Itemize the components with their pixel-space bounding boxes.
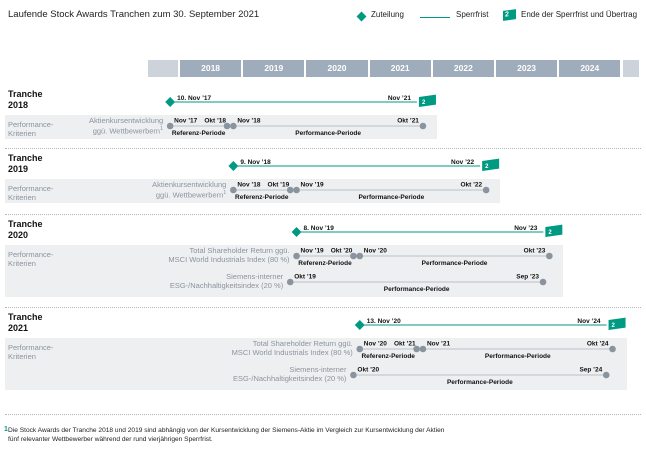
allocation-diamond-icon [355,320,365,330]
period-marker [483,187,490,194]
allocation-date: 13. Nov ’20 [366,318,401,325]
criterion-label: Total Shareholder Return ggü. MSCI World Industrials Index (80 %) [231,339,353,357]
period-date: Nov ’20 [363,340,387,348]
performance-period-label: Performance-Periode [421,260,488,267]
period-date: Okt ’19 [267,181,290,189]
year-2022: 2022 [433,60,494,77]
period-date: Okt ’20 [357,366,380,374]
period-marker [420,123,427,130]
legend-vesting: Sperrfrist [456,10,489,19]
period-marker [287,279,294,286]
period-marker [167,123,174,130]
tranche-label: Tranche 2020 [8,219,43,240]
period-date: Sep ’23 [516,273,540,281]
vesting-end-date: Nov ’23 [514,225,538,232]
period-date: Nov ’21 [426,340,451,348]
end-flag-number: 2 [611,323,615,329]
reference-period-label: Referenz-Periode [235,194,289,201]
criterion-label: Total Shareholder Return ggü. MSCI World Industrials Index (80 %) [168,246,290,264]
vesting-end-date: Nov ’24 [577,318,601,325]
year-2018: 2018 [180,60,241,77]
period-date: Okt ’22 [460,181,483,189]
period-date: Nov ’19 [300,181,324,189]
allocation-date: 10. Nov ’17 [177,95,212,102]
criterion-superscript: 1 [223,190,227,196]
period-date: Nov ’20 [363,247,387,255]
vesting-end-date: Nov ’22 [451,159,475,166]
legend-end: Ende der Sperrfrist und Übertrag [521,10,638,19]
tranche-label: Tranche 2018 [8,89,43,110]
legend-allocation: Zuteilung [371,10,404,19]
end-flag-number: 2 [548,230,552,236]
criterion-label: Aktienkursentwicklung ggü. Wettbewerbern$^1$ [152,180,227,200]
period-date: Nov ’18 [237,117,261,125]
performance-period-label: Performance-Periode [295,130,362,137]
criterion-label: Siemens-interner ESG-/Nachhaltigkeitsindex (20 %) [169,272,284,290]
period-date: Okt ’21 [393,340,416,348]
footnote-text [8,426,444,444]
period-marker [356,346,363,353]
end-flag-number: 2 [485,164,489,170]
tranche-label: Tranche 2019 [8,153,43,174]
chart-title: Laufende Stock Awards Tranchen zum 30. September 2021 [8,9,260,20]
period-marker [609,346,616,353]
reference-period-label: Referenz-Periode [298,260,352,267]
performance-criteria-label: Performance- Kriterien [8,184,54,202]
period-marker [293,187,300,194]
period-date: Nov ’19 [300,247,324,255]
year-2019: 2019 [243,60,304,77]
performance-criteria-label: Performance- Kriterien [8,250,54,268]
criterion-superscript: 1 [160,126,164,132]
period-date: Okt ’23 [523,247,546,255]
period-marker [603,372,610,379]
performance-period-label: Performance-Periode [383,286,450,293]
period-date: Nov ’18 [237,181,261,189]
reference-period-label: Referenz-Periode [361,353,415,360]
performance-criteria-label: Performance- Kriterien [8,120,54,138]
year-2024: 2024 [559,60,620,77]
allocation-diamond-icon [228,161,238,171]
end-flag-number: 2 [421,100,426,106]
allocation-diamond-icon [165,97,175,107]
performance-period-label: Performance-Periode [446,379,513,386]
period-date: Okt ’18 [204,117,227,125]
period-date: Okt ’19 [294,273,316,281]
reference-period-label: Referenz-Periode [171,130,226,137]
footnote-number: 1 [4,426,8,433]
period-marker [350,372,357,379]
period-date: Okt ’24 [586,340,609,348]
period-date: Nov ’17 [174,117,198,125]
period-marker [293,253,300,260]
performance-criteria-label: Performance- Kriterien [8,343,54,361]
period-marker [356,253,363,260]
tranche-label: Tranche 2021 [8,312,43,333]
criterion-label: Siemens-interner ESG-/Nachhaltigkeitsindex (20 %) [233,365,347,383]
allocation-date: 8. Nov ’19 [303,225,334,232]
period-marker [546,253,553,260]
period-date: Sep ’24 [579,366,603,374]
year-2021: 2021 [370,60,431,77]
period-marker [230,187,237,194]
legend-flag-number: 2 [505,11,509,19]
allocation-diamond-icon [292,227,302,237]
criterion-label: Aktienkursentwicklung ggü. Wettbewerbern$^1$ [88,116,164,136]
performance-period-label: Performance-Periode [484,353,551,360]
period-marker [540,279,547,286]
performance-period-label: Performance-Periode [358,194,425,201]
vesting-end-date: Nov ’21 [387,95,411,102]
period-date: Okt ’20 [330,247,353,255]
period-marker [420,346,427,353]
year-2020: 2020 [306,60,367,77]
allocation-date: 9. Nov ’18 [240,159,271,166]
period-date: Okt ’21 [397,117,419,125]
footnote-line: Die Stock Awards der Tranche 2018 und 2019 sind abhängig von der Kursentwicklung der Siemens-Aktie im Vergleich zur Kursentwicklung der Aktien fünf relevanter Wettbewerber während der rund vierjährigen Sperrfrist. [8,427,445,443]
period-marker [230,123,237,130]
year-2023: 2023 [496,60,557,77]
